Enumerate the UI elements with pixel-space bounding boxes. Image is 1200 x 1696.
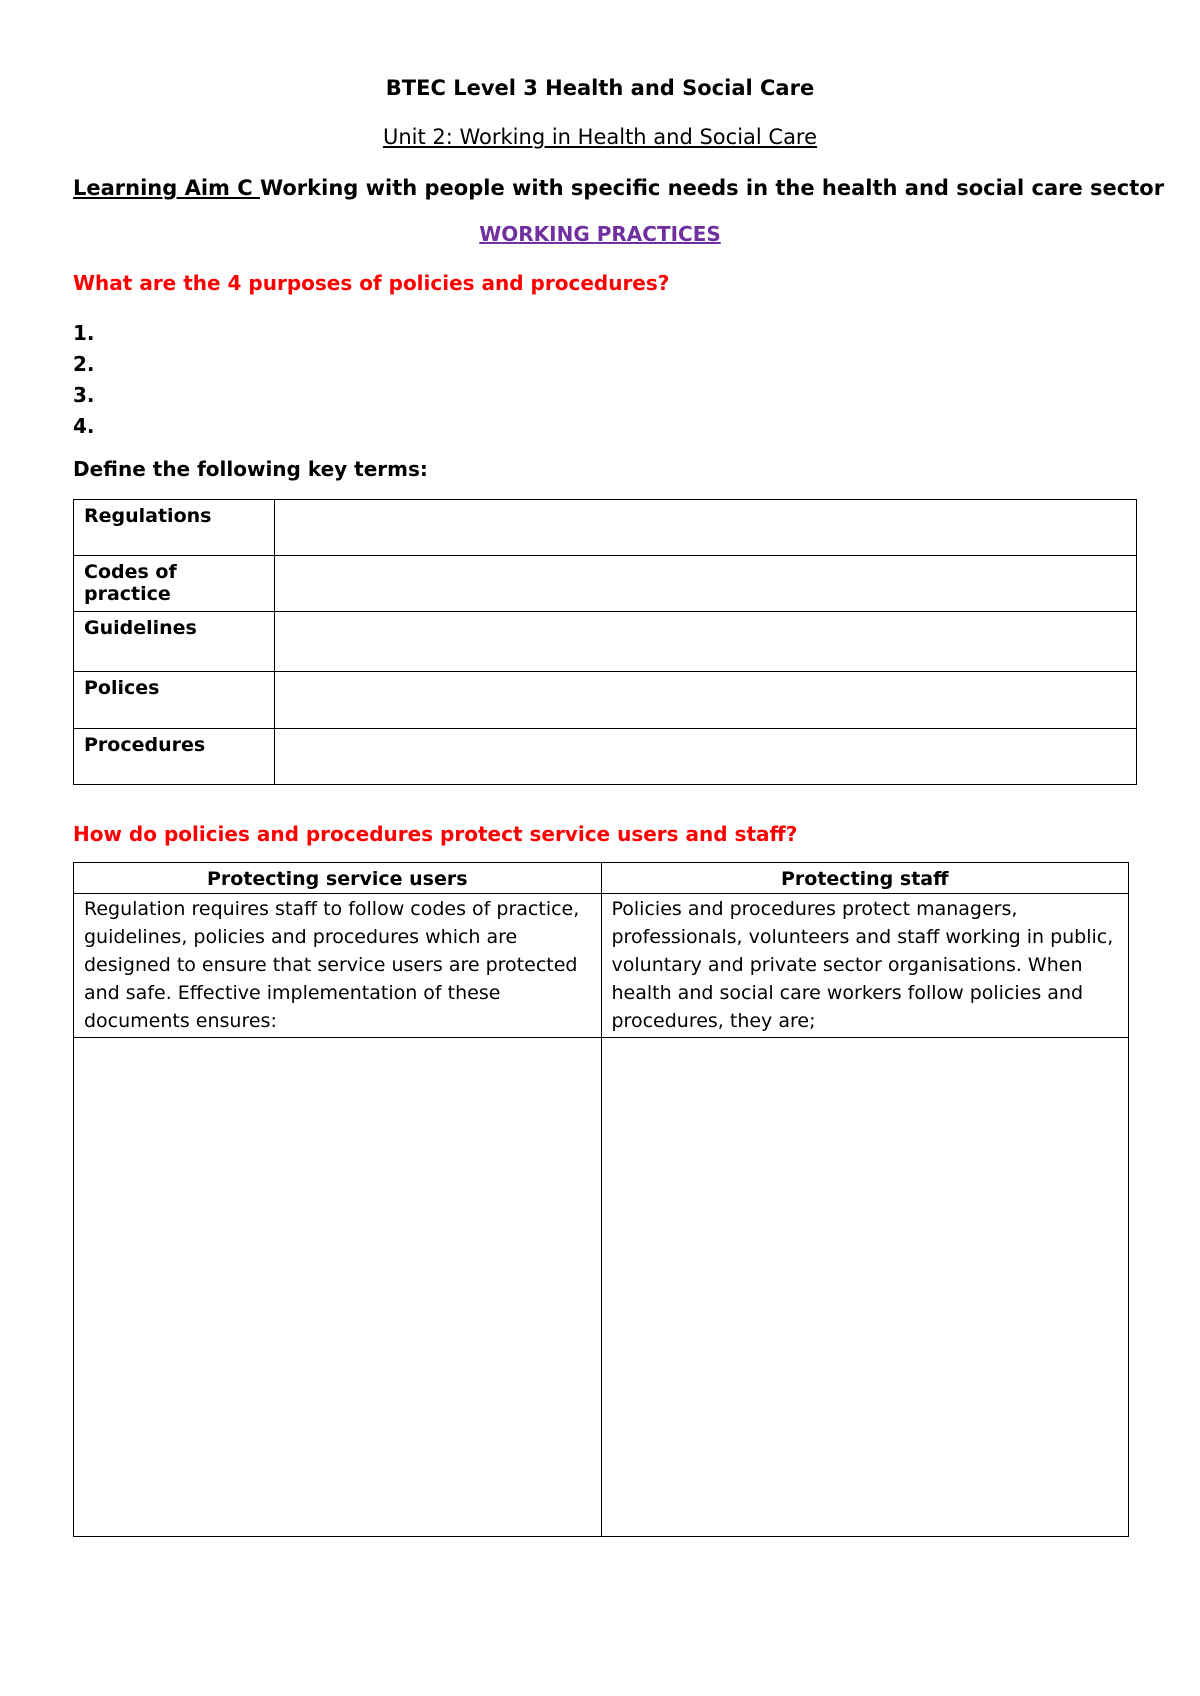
purposes-question: What are the 4 purposes of policies and procedures?	[73, 271, 670, 295]
term-label: Guidelines	[74, 612, 275, 672]
protection-question: How do policies and procedures protect service users and staff?	[73, 822, 798, 846]
term-label: Polices	[74, 672, 275, 729]
key-terms-table	[73, 499, 1137, 785]
service-users-intro: Regulation requires staff to follow codes of practice, guidelines, policies and procedures which are designed to ensure that service users are protected and safe. Effective implementation of these documents ensures:	[74, 894, 602, 1038]
term-label: Regulations	[74, 500, 275, 556]
table-row	[74, 729, 1137, 785]
key-terms-prompt: Define the following key terms:	[73, 457, 428, 481]
term-label: Codes of practice	[74, 556, 275, 612]
table-row	[74, 894, 1129, 1038]
service-users-header: Protecting service users	[74, 863, 602, 894]
learning-aim	[73, 176, 1164, 200]
document-title: BTEC Level 3 Health and Social Care	[385, 76, 815, 100]
purposes-list	[73, 318, 95, 442]
learning-aim-label: Learning Aim C	[73, 176, 260, 200]
term-definition-field[interactable]	[275, 556, 1137, 612]
list-item: 3.	[73, 383, 95, 407]
staff-header: Protecting staff	[601, 863, 1129, 894]
term-definition-field[interactable]	[275, 500, 1137, 556]
list-item: 2.	[73, 352, 95, 376]
staff-answer-field[interactable]	[601, 1038, 1129, 1537]
unit-title: Unit 2: Working in Health and Social Care	[382, 125, 818, 149]
table-header-row	[74, 863, 1129, 894]
table-row	[74, 1038, 1129, 1537]
section-title: WORKING PRACTICES	[479, 222, 721, 246]
table-row	[74, 612, 1137, 672]
table-row	[74, 556, 1137, 612]
term-definition-field[interactable]	[275, 672, 1137, 729]
protection-table	[73, 862, 1129, 1537]
service-users-answer-field[interactable]	[74, 1038, 602, 1537]
list-item: 4.	[73, 414, 95, 438]
table-row	[74, 672, 1137, 729]
term-definition-field[interactable]	[275, 612, 1137, 672]
staff-intro: Policies and procedures protect managers, professionals, volunteers and staff working in public, voluntary and private sector organisations. When health and social care workers follow policies and procedures, they are;	[601, 894, 1129, 1038]
learning-aim-text: Working with people with specific needs in the health and social care sector	[259, 176, 1165, 200]
term-label: Procedures	[74, 729, 275, 785]
table-row	[74, 500, 1137, 556]
term-definition-field[interactable]	[275, 729, 1137, 785]
list-item: 1.	[73, 321, 95, 345]
